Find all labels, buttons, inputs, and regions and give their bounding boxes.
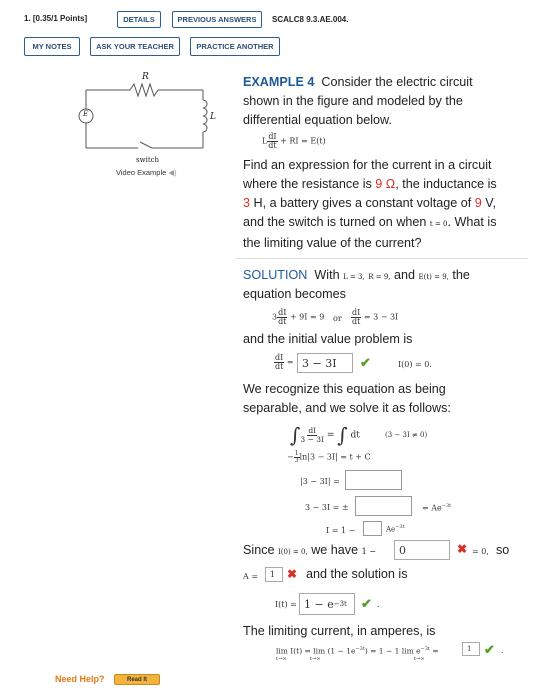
ivp-answer-field[interactable]: 3 − 3I [297,353,353,373]
problem-line-1: Find an expression for the current in a circuit [243,158,492,172]
limit-period: . [501,646,504,655]
we-have-error-icon: ✖ [457,542,468,556]
switch-label: switch [136,156,160,164]
one-minus: 1 − [361,547,376,556]
a-error-icon: ✖ [287,567,298,581]
eq-zero: = 0, [472,547,489,556]
divider [236,258,528,259]
ivp-label: and the initial value problem is [243,332,413,346]
ask-teacher-button[interactable]: ASK YOUR TEACHER [90,37,180,56]
example-title: EXAMPLE 4 [243,75,315,89]
it-answer-field[interactable]: 1 − e −3t [299,593,355,615]
points-label: 1. [0.35/1 Points] [24,14,88,23]
assignment-code: SCALC8 9.3.AE.004. [272,15,349,24]
a-eq: A = [243,572,259,581]
since-label: Since [243,543,275,557]
problem-line-4c: . What is [447,215,497,229]
r-value: R = 9, [368,273,391,281]
resistor-label: R [142,72,149,82]
we-have-answer-field[interactable]: 0 [394,540,450,560]
problem-line-4a: and the switch is turned on when [243,215,430,229]
limiting-label: The limiting current, in amperes, is [243,624,436,638]
equation-b: $\frac{dI}{dt}$ = 3 − 3I [351,308,399,326]
solution-line-1 [243,266,470,287]
since-line [243,541,376,562]
speaker-icon: ◀) [168,168,177,177]
read-it-button[interactable]: Read It [114,674,160,685]
video-example-link[interactable] [116,168,177,177]
a-answer-field[interactable]: 1 [265,567,283,582]
i-line: I = 1 − [326,526,356,535]
example-line-3: differential equation below. [243,113,392,127]
problem-block [243,156,543,253]
my-notes-button[interactable]: MY NOTES [24,37,80,56]
details-button[interactable]: DETAILS [117,11,161,28]
i-ae: $Ae^{-3t}$ [386,524,405,534]
log-line: − $\frac{1}{3}$ ln|3 − 3I| = t + C [287,450,371,464]
the-label: the [452,268,470,282]
t-zero: t = 0 [429,220,448,228]
or-label: or [333,314,342,323]
differential-equation: L $\frac{dI}{dt}$ + RI = E(t) [262,132,326,150]
limit-sub-1: t→∞ [276,656,287,662]
it-period: . [377,600,380,609]
voltage-value: 9 [474,196,482,210]
becomes-label: equation becomes [243,287,346,301]
it-check-icon: ✔ [361,596,372,611]
problem-line-3b: H, a battery gives a constant voltage of [250,196,475,210]
resistance-value: 9 Ω [375,177,396,191]
problem-line-3d: V, [481,196,496,210]
limit-sub-2: t→∞ [310,656,321,662]
it-eq: I(t) = [275,600,297,609]
inductor-label: L [210,112,216,122]
integral-equation: ∫ $\frac{dI}{3 - 3I}$ = ∫ dt [290,423,360,447]
example-line-2: shown in the figure and modeled by the [243,94,463,108]
we-have-label: we have [311,543,359,557]
limit-answer-field[interactable]: 1 [462,642,480,656]
recognize-line-1: We recognize this equation as being [243,382,446,396]
pm-answer-field[interactable] [355,496,412,516]
ae-line: = $Ae^{-3t}$ [422,503,452,513]
limit-sub-3: t→∞ [414,656,425,662]
circuit-diagram [70,70,220,160]
ivp-lhs: $\frac{dI}{dt}$ = [274,353,294,371]
with-label: With [314,268,340,282]
need-help-label: Need Help? [55,674,105,684]
integral-condition: (3 − 3I ≠ 0) [385,431,428,439]
practice-another-button[interactable]: PRACTICE ANOTHER [190,37,280,56]
recognize-line-2: separable, and we solve it as follows: [243,401,451,415]
problem-line-2c: , the inductance is [395,177,497,191]
and-label: and [394,268,416,282]
i-answer-field[interactable] [363,521,382,536]
equation-a: 3 $\frac{dI}{dt}$ + 9I = 9 [272,308,325,326]
e-value: E(t) = 9, [418,273,449,281]
video-example-label: Video Example [116,168,167,177]
problem-line-5: the limiting value of the current? [243,236,422,250]
limit-check-icon: ✔ [484,642,495,657]
previous-answers-button[interactable]: PREVIOUS ANSWERS [172,11,262,28]
so-label: so [496,543,510,557]
recognize-text [243,380,451,418]
example-block [243,73,543,130]
battery-label: E [83,110,89,118]
pm-line: 3 − 3I = ± [305,503,349,512]
inductance-value: 3 [243,196,251,210]
problem-line-2a: where the resistance is [243,177,376,191]
ivp-initial: I(0) = 0. [398,360,432,369]
abs-line: |3 − 3I| = [300,477,340,486]
example-line-1: Consider the electric circuit [321,75,473,89]
abs-answer-field[interactable] [345,470,402,490]
i0-value: I(0) = 0, [278,548,308,556]
ivp-check-icon: ✔ [360,355,371,370]
limit-expression: $\lim I(t) = \lim (1 - 1e^{-3t}) = 1 - 1$ $\lim e^{-3t}$ = [276,646,439,656]
and-solution-label: and the solution is [306,567,408,581]
l-value: L = 3, [343,273,365,281]
solution-title: SOLUTION [243,268,308,282]
